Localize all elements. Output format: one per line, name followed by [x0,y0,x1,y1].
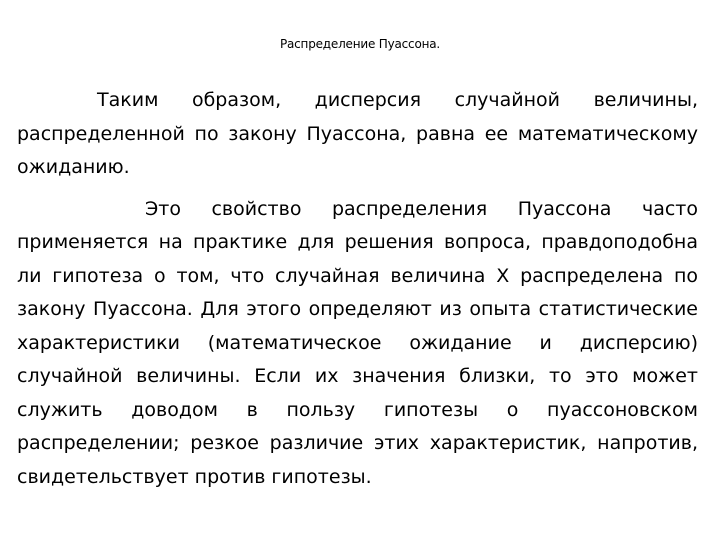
paragraph-poisson-hypothesis-test: Это свойство распределения Пуассона часто применяется на практике для решения вопроса, правдоподобна ли гипотеза о том, что случайная величина X распределена по закону Пуассона. Для этого определяют из опыта статистические характеристики (математическое ожидание и дисперсию) случайной величины. Если их значения близки, то это может служить доводом в пользу гипотезы о пуассоновском распределении; резкое различие этих характеристик, напротив, свидетельствует против гипотезы. [17,197,698,488]
slide-title: Распределение Пуассона. [279,37,441,51]
paragraph-variance-equals-expectation: Таким образом, дисперсия случайной величины, распределенной по закону Пуассона, равна ее математическому ожиданию. [17,89,698,178]
slide-body [17,84,698,494]
